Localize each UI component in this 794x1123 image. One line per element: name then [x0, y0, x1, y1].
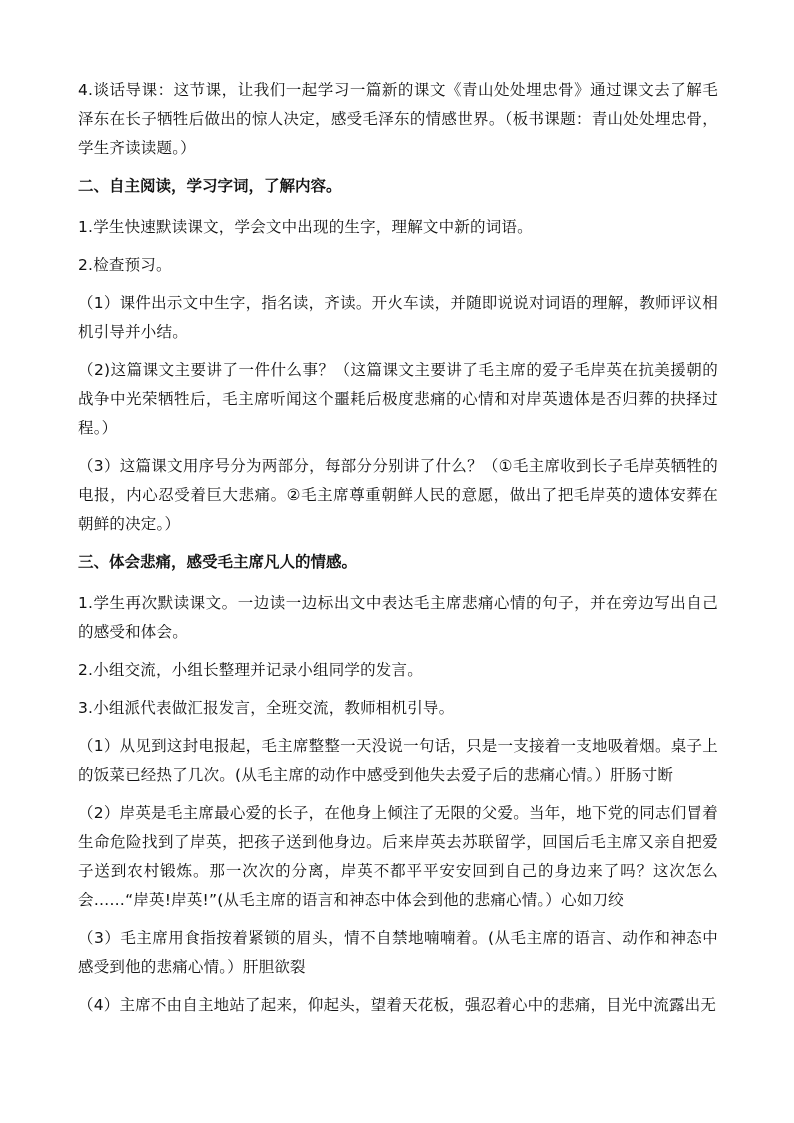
intro-paragraph: 4.谈话导课：这节课，让我们一起学习一篇新的课文《青山处处埋忠骨》通过课文去了解毛泽东在长子牺牲后做出的惊人决定，感受毛泽东的情感世界。（板书课题：青山处处埋忠骨，学生齐读读题。） [78, 81, 718, 157]
section-heading-3: 三、体会悲痛，感受毛主席凡人的情感。 [78, 553, 358, 571]
step-3-3-a: （1）从见到这封电报起，毛主席整整一天没说一句话，只是一支接着一支地吸着烟。桌子上的饭菜已经热了几次。(从毛主席的动作中感受到他失去爱子后的悲痛心情。）肝肠寸断 [78, 737, 718, 784]
step-3-3: 3.小组派代表做汇报发言，全班交流，教师相机引导。 [78, 699, 455, 717]
document-page [78, 76, 718, 1029]
step-2-2-a: （1）课件出示文中生字，指名读，齐读。开火车读，并随即说说对词语的理解，教师评议相机引导并小结。 [78, 294, 718, 341]
step-3-1: 1.学生再次默读课文。一边读一边标出文中表达毛主席悲痛心情的句子，并在旁边写出自己的感受和体会。 [78, 594, 718, 641]
step-2-2: 2.检查预习。 [78, 256, 172, 274]
step-2-1: 1.学生快速默读课文，学会文中出现的生字，理解文中新的词语。 [78, 218, 533, 236]
step-3-3-c: （3）毛主席用食指按着紧锁的眉头，情不自禁地喃喃着。(从毛主席的语言、动作和神态中感受到他的悲痛心情。）肝胆欲裂 [78, 929, 718, 976]
step-3-2: 2.小组交流，小组长整理并记录小组同学的发言。 [78, 661, 423, 679]
section-heading-2: 二、自主阅读，学习字词，了解内容。 [78, 177, 342, 195]
step-3-3-b: （2）岸英是毛主席最心爱的长子，在他身上倾注了无限的父爱。当年，地下党的同志们冒着生命危险找到了岸英，把孩子送到他身边。后来岸英去苏联留学，回国后毛主席又亲自把爱子送到农村锻炼。那一次次的分离，岸英不都平平安安回到自己的身边来了吗？这次怎么会……“岸英!岸英!”(从毛主席的语言和神态中体会到他的悲痛心情。）心如刀绞 [78, 804, 718, 909]
step-2-2-b: （2)这篇课文主要讲了一件什么事？（这篇课文主要讲了毛主席的爱子毛岸英在抗美援朝的战争中光荣牺牲后，毛主席听闻这个噩耗后极度悲痛的心情和对岸英遗体是否归葬的抉择过程。） [78, 361, 718, 437]
step-3-3-d: （4）主席不由自主地站了起来，仰起头，望着天花板，强忍着心中的悲痛，目光中流露出无 [78, 996, 717, 1014]
step-2-2-c: （3）这篇课文用序号分为两部分，每部分分别讲了什么？（①毛主席收到长子毛岸英牺牲的电报，内心忍受着巨大悲痛。②毛主席尊重朝鲜人民的意愿，做出了把毛岸英的遗体安葬在朝鲜的决定。） [78, 457, 718, 533]
